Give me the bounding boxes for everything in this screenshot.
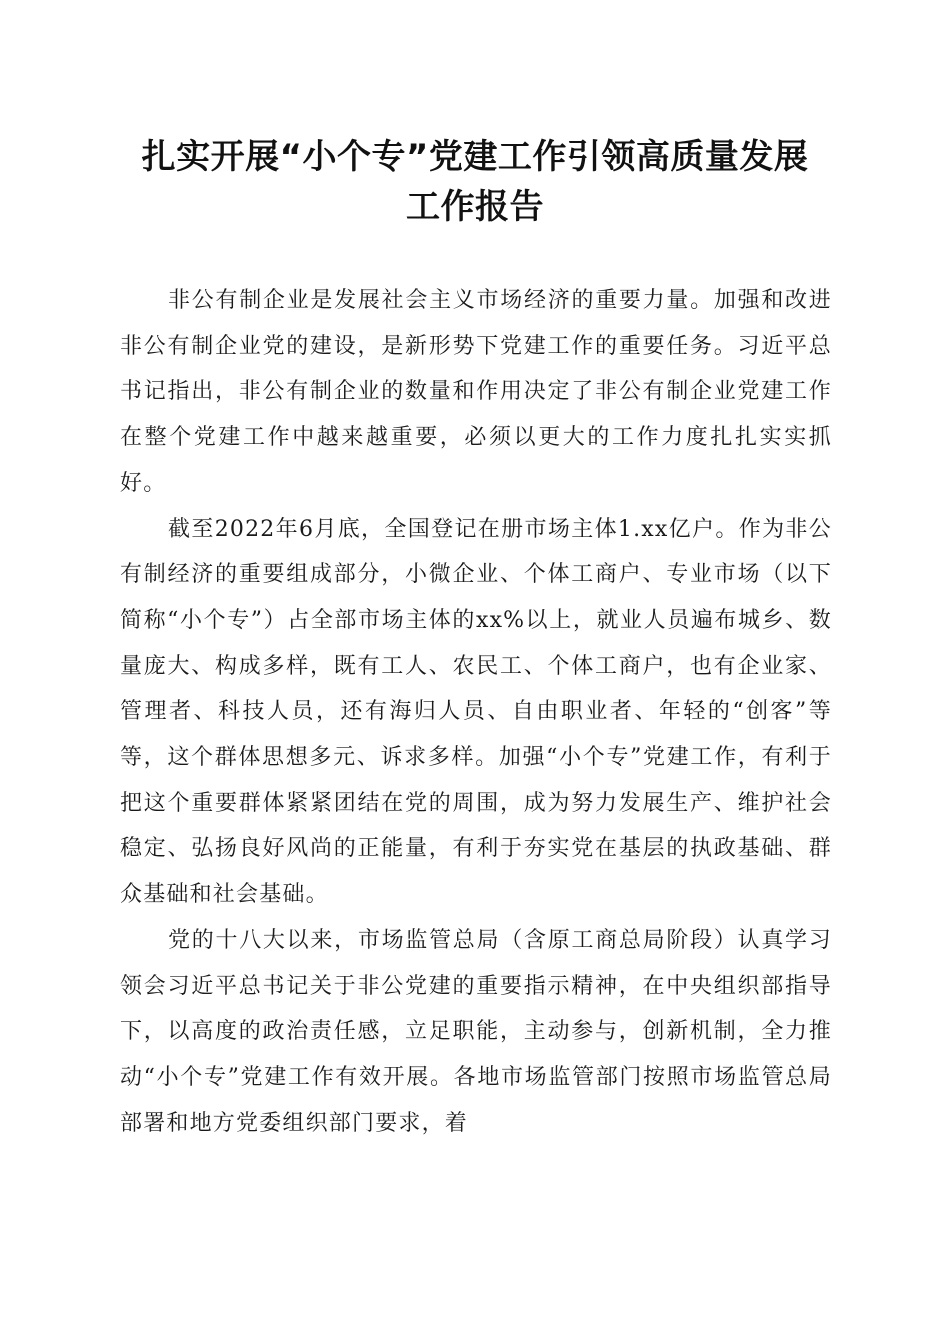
title-line-1: 扎实开展“小个专”党建工作引领高质量发展 [141,137,809,177]
document-body [120,278,832,1146]
paragraph-intro: 非公有制企业是发展社会主义市场经济的重要力量。加强和改进非公有制企业党的建设，是新形势下党建工作的重要任务。习近平总书记指出，非公有制企业的数量和作用决定了非公有制企业党建工作在整个党建工作中越来越重要，必须以更大的工作力度扎扎实实抓好。 [120,288,832,496]
paragraph-since-18th-congress: 党的十八大以来，市场监管总局（含原工商总局阶段）认真学习领会习近平总书记关于非公党建的重要指示精神，在中央组织部指导下，以高度的政治责任感，立足职能，主动参与，创新机制，全力推动“小个专”党建工作有效开展。各地市场监管部门按照市场监管总局部署和地方党委组织部门要求，着 [120,927,832,1136]
title-line-2: 工作报告 [406,187,544,227]
document-title [100,132,850,232]
paragraph-market-entities: 截至2022年6月底，全国登记在册市场主体1.xx亿户。作为非公有制经济的重要组成部分，小微企业、个体工商户、专业市场（以下简称“小个专”）占全部市场主体的xx%以上，就业人员遍布城乡、数量庞大、构成多样，既有工人、农民工、个体工商户，也有企业家、管理者、科技人员，还有海归人员、自由职业者、年轻的“创客”等等，这个群体思想多元、诉求多样。加强“小个专”党建工作，有利于把这个重要群体紧紧团结在党的周围，成为努力发展生产、维护社会稳定、弘扬良好风尚的正能量，有利于夯实党在基层的执政基础、群众基础和社会基础。 [120,516,832,908]
